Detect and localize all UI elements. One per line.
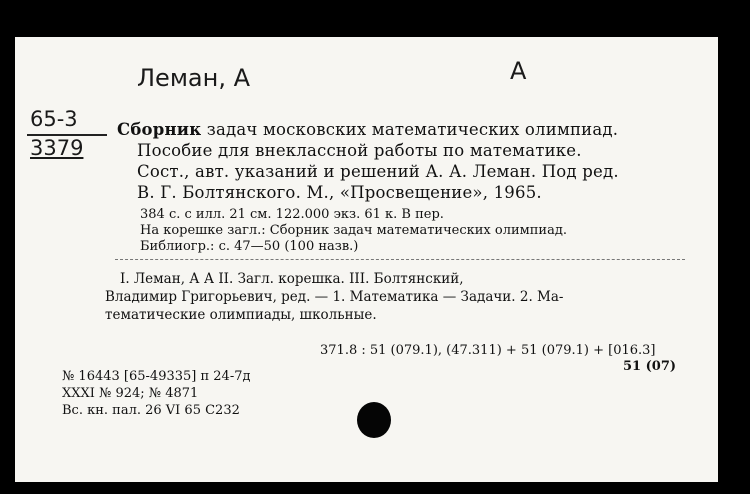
registry-line-1: № 16443 [65-49335] п 24-7д bbox=[62, 369, 251, 384]
classification-line-1: 371.8 : 51 (079.1), (47.311) + 51 (079.1) + [016.3] bbox=[320, 343, 656, 358]
call-number-bottom: 3379 bbox=[30, 136, 84, 160]
entry-line-3: Сост., авт. указаний и решений А. А. Леман. Под ред. bbox=[137, 162, 619, 181]
handwritten-author: Леман, А bbox=[137, 64, 250, 92]
tracings-line-3: тематические олимпиады, школьные. bbox=[105, 307, 377, 323]
separator-line bbox=[115, 259, 685, 260]
tracings-line-2: Владимир Григорьевич, ред. — 1. Математика — Задачи. 2. Ма- bbox=[105, 289, 564, 305]
title-bold: Сборник bbox=[117, 120, 202, 139]
title-rest: задач московских математических олимпиад. bbox=[201, 120, 619, 139]
catalog-card bbox=[15, 37, 718, 482]
registry-line-2: XXXI № 924; № 4871 bbox=[62, 386, 199, 401]
tracings-line-1: I. Леман, А А II. Загл. корешка. III. Болтянский, bbox=[120, 271, 464, 287]
details-line-2: На корешке загл.: Сборник задач математических олимпиад. bbox=[140, 223, 567, 238]
entry-line-2: Пособие для внеклассной работы по математике. bbox=[137, 141, 582, 160]
registry-line-3: Вс. кн. пал. 26 VI 65 С232 bbox=[62, 403, 240, 418]
handwritten-letter: А bbox=[510, 57, 527, 85]
entry-line-4: В. Г. Болтянского. М., «Просвещение», 1965. bbox=[137, 183, 542, 202]
classification-line-2: 51 (07) bbox=[623, 359, 677, 374]
call-number-top: 65-3 bbox=[30, 107, 78, 131]
details-line-1: 384 с. с илл. 21 см. 122.000 экз. 61 к. В пер. bbox=[140, 207, 444, 222]
punch-hole bbox=[357, 402, 391, 438]
details-line-3: Библиогр.: с. 47—50 (100 назв.) bbox=[140, 239, 359, 254]
entry-line-1 bbox=[117, 120, 618, 139]
